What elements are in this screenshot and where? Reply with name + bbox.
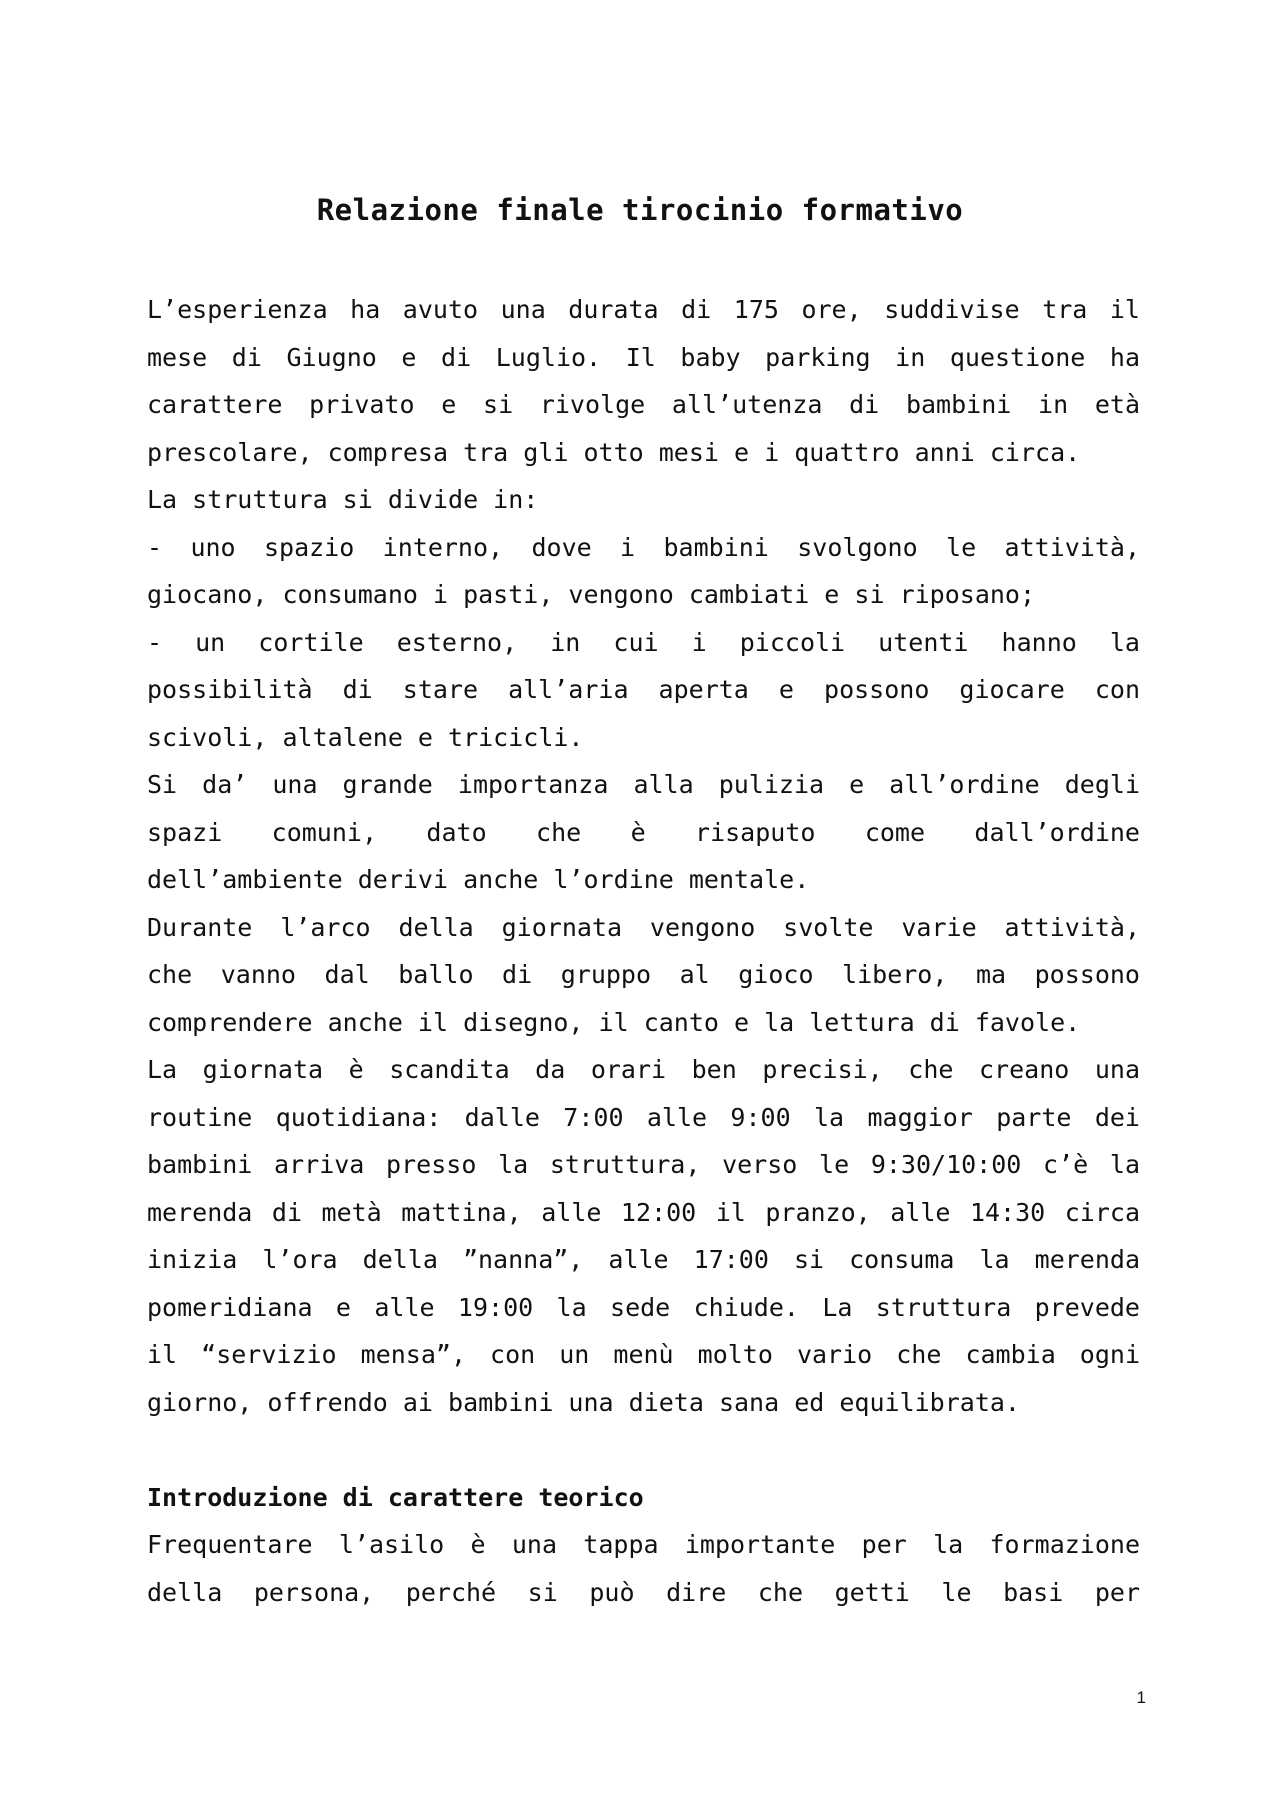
document-body [147, 286, 1140, 1616]
text-line: il “servizio mensa”, con un menù molto vario che cambia ogni [147, 1340, 1140, 1369]
text-line: possibilità di stare all’aria aperta e possono giocare con [147, 675, 1140, 704]
text-line: giocano, consumano i pasti, vengono cambiati e si riposano; [147, 580, 1036, 609]
text-line: pomeridiana e alle 19:00 la sede chiude. La struttura prevede [147, 1292, 1140, 1322]
text-line: routine quotidiana: dalle 7:00 alle 9:00 la maggior parte dei [147, 1102, 1140, 1132]
text-line: inizia l’ora della ”nanna”, alle 17:00 si consuma la merenda [147, 1245, 1140, 1274]
text-line: della persona, perché si può dire che getti le basi per [147, 1577, 1140, 1607]
text-line: carattere privato e si rivolge all’utenza di bambini in età [147, 390, 1140, 419]
text-line: prescolare, compresa tra gli otto mesi e i quattro anni circa. [147, 437, 1081, 467]
text-line: Frequentare l’asilo è una tappa importante per la formazione [147, 1530, 1140, 1559]
intro-paragraphs [147, 286, 1140, 1426]
text-line: - uno spazio interno, dove i bambini svolgono le attività, [147, 532, 1140, 562]
text-line: merenda di metà mattina, alle 12:00 il pranzo, alle 14:30 circa [147, 1197, 1140, 1227]
text-line: La giornata è scandita da orari ben precisi, che creano una [147, 1055, 1140, 1084]
text-line: L’esperienza ha avuto una durata di 175 ore, suddivise tra il [147, 295, 1140, 324]
section-paragraph [147, 1521, 1140, 1616]
page-number: 1 [1136, 1688, 1146, 1707]
section-heading: Introduzione di carattere teorico [147, 1482, 644, 1512]
paragraph-spacer [147, 1426, 1140, 1474]
text-line: dell’ambiente derivi anche l’ordine mentale. [147, 865, 810, 894]
text-line: comprendere anche il disegno, il canto e la lettura di favole. [147, 1007, 1081, 1037]
text-line: spazi comuni, dato che è risaputo come dall’ordine [147, 817, 1140, 847]
text-line: scivoli, altalene e tricicli. [147, 722, 584, 752]
text-line: giorno, offrendo ai bambini una dieta sana ed equilibrata. [147, 1387, 1020, 1417]
text-line: mese di Giugno e di Luglio. Il baby parking in questione ha [147, 342, 1140, 372]
text-line: Durante l’arco della giornata vengono svolte varie attività, [147, 912, 1140, 942]
text-line: - un cortile esterno, in cui i piccoli utenti hanno la [147, 627, 1140, 657]
text-line: che vanno dal ballo di gruppo al gioco libero, ma possono [147, 960, 1140, 989]
text-line: La struttura si divide in: [147, 485, 539, 514]
text-line: bambini arriva presso la struttura, verso le 9:30/10:00 c’è la [147, 1150, 1140, 1179]
document-title: Relazione finale tirocinio formativo [316, 193, 964, 227]
text-line: Si da’ una grande importanza alla pulizia e all’ordine degli [147, 770, 1140, 799]
